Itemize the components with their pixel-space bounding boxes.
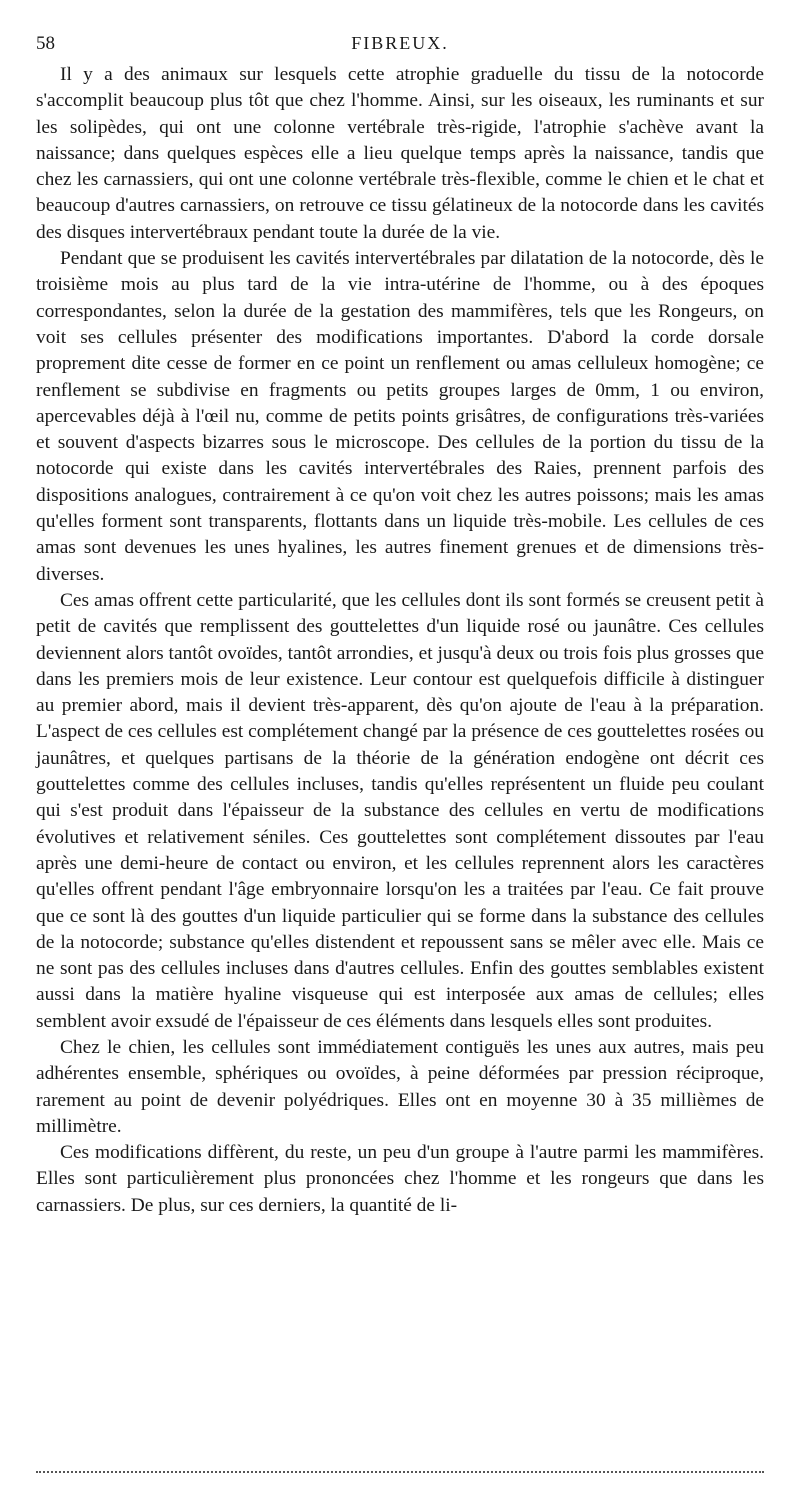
page-number: 58 bbox=[36, 33, 55, 54]
paragraph-3: Ces amas offrent cette particularité, que les cellules dont ils sont formés se creusent petit à petit de cavités que remplissent des gouttelettes d'un liquide rosé ou jaunâtre. Ces cellules deviennent alors tantôt ovoïdes, tantôt arrondies, et jusqu'à deux ou trois fois plus grosses que dans les premiers mois de leur existence. Leur contour est quelquefois difficile à distinguer au premier abord, mais il devient très-apparent, dès qu'on ajoute de l'eau à la préparation. L'aspect de ces cellules est complétement changé par la présence de ces gouttelettes rosées ou jaunâtres, et quelques partisans de la théorie de la génération endogène ont décrit ces gouttelettes comme des cellules incluses, tandis qu'elles représentent un fluide peu coulant qui s'est produit dans l'épaisseur de la substance des cellules en vertu de modifications évolutives et relativement séniles. Ces gouttelettes sont complétement dissoutes par l'eau après une demi-heure de contact ou environ, et les cellules reprennent alors les caractères qu'elles offrent pendant l'âge embryonnaire lorsqu'on les a traitées par l'eau. Ce fait prouve que ce sont là des gouttes d'un liquide particulier qui se forme dans la substance des cellules de la notocorde; substance qu'elles distendent et repoussent sans se mêler avec elle. Mais ce ne sont pas des cellules incluses dans d'autres cellules. Enfin des gouttes semblables existent aussi dans la matière hyaline visqueuse qui est interposée aux amas de cellules; elles semblent avoir exsudé de l'épaisseur de ces éléments dans lesquels elles sont produites. bbox=[36, 589, 764, 1032]
running-title: FIBREUX. bbox=[351, 33, 449, 53]
paragraph-1: Il y a des animaux sur lesquels cette atrophie graduelle du tissu de la notocorde s'accomplit beaucoup plus tôt que chez l'homme. Ainsi, sur les oiseaux, les ruminants et sur les solipèdes, qui ont une colonne vertébrale très-rigide, l'atrophie s'achève avant la naissance; dans quelques espèces elle a lieu quelque temps après la naissance, tandis que chez les carnassiers, qui ont une colonne vertébrale très-flexible, comme le chien et le chat et beaucoup d'autres carnassiers, on retrouve ce tissu gélatineux de la notocorde dans les cavités des disques intervertébraux pendant toute la durée de la vie. bbox=[36, 64, 764, 243]
paragraph-4: Chez le chien, les cellules sont immédiatement contiguës les unes aux autres, mais peu adhérentes ensemble, sphériques ou ovoïdes, à peine déformées par pression réciproque, rarement au point de devenir polyédriques. Elles ont en moyenne 30 à 35 millièmes de millimètre. bbox=[36, 1036, 764, 1137]
footer-divider bbox=[36, 1471, 764, 1473]
document-page bbox=[36, 0, 764, 1219]
body-text bbox=[36, 62, 764, 1219]
paragraph-2: Pendant que se produisent les cavités intervertébrales par dilatation de la notocorde, dès le troisième mois au plus tard de la vie intra-utérine de l'homme, ou à des époques correspondantes, selon la durée de la gestation des mammifères, tels que les Rongeurs, on voit ses cellules présenter des modifications importantes. D'abord la corde dorsale proprement dite cesse de former en ce point un renflement ou amas celluleux homogène; ce renflement se subdivise en fragments ou petits groupes larges de 0mm, 1 ou environ, apercevables déjà à l'œil nu, comme de petits points grisâtres, de configurations très-variées et souvent d'aspects bizarres sous le microscope. Des cellules de la portion du tissu de la notocorde qui existe dans les cavités intervertébrales des Raies, prennent parfois des dispositions analogues, contrairement à ce qu'on voit chez les autres poissons; mais les amas qu'elles forment sont transparents, flottants dans un liquide très-mobile. Les cellules de ces amas sont devenues les unes hyalines, les autres finement grenues et de dimensions très-diverses. bbox=[36, 248, 764, 585]
paragraph-5: Ces modifications diffèrent, du reste, un peu d'un groupe à l'autre parmi les mammifères. Elles sont particulièrement plus prononcées chez l'homme et les rongeurs que dans les carnassiers. De plus, sur ces derniers, la quantité de li- bbox=[36, 1142, 764, 1216]
page-header bbox=[36, 0, 764, 62]
